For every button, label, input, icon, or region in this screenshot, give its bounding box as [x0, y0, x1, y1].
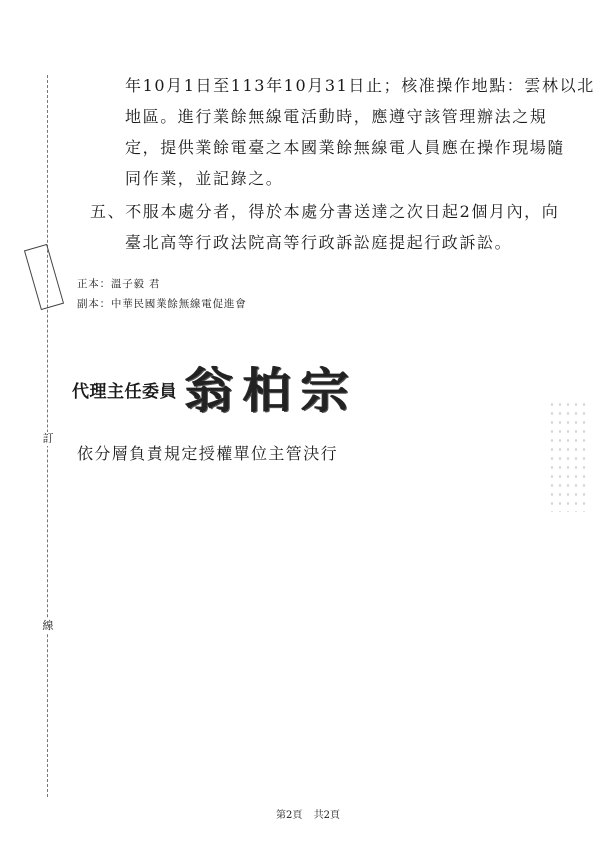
- body-line-3: 定，提供業餘電臺之本國業餘無線電人員應在操作現場隨: [125, 138, 566, 157]
- body-line-4: 同作業，並記錄之。: [125, 169, 284, 188]
- binding-mark-xian: 線: [40, 619, 56, 633]
- item-5-line-2: 臺北高等行政法院高等行政訴訟庭提起行政訴訟。: [125, 233, 513, 252]
- copy-duplicate: 副本：中華民國業餘無線電促進會: [77, 298, 247, 310]
- copy-original: 正本：溫子毅 君: [77, 278, 161, 290]
- postal-stamp: [24, 244, 64, 310]
- body-line-1: 年10月1日至113年10月31日止；核准操作地點：雲林以北: [125, 76, 595, 95]
- item-5-line-1: 五、不服本處分者，得於本處分書送達之次日起2個月內，向: [90, 202, 560, 221]
- signatory-name: 翁柏宗: [185, 363, 360, 419]
- delegation-note: 依分層負責規定授權單位主管決行: [77, 444, 339, 463]
- body-line-2: 地區。進行業餘無線電活動時，應遵守該管理辦法之規: [125, 107, 548, 126]
- page-current: 第2頁: [276, 810, 303, 821]
- page-total: 共2頁: [313, 810, 340, 821]
- signatory-title: 代理主任委員: [72, 382, 177, 402]
- binding-mark-ding: 訂: [40, 432, 56, 446]
- scan-noise: [548, 400, 588, 512]
- page-number: [0, 806, 616, 821]
